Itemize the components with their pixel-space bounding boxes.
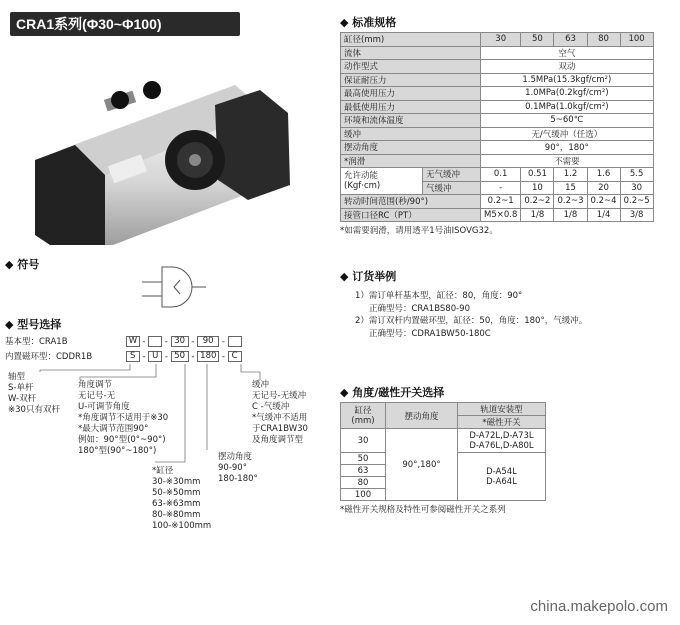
order-line: 正确型号：CRA1BS80-90 [369,303,470,314]
spec-row-value: 0.1MPa(1.0kgf/cm²) [481,100,654,114]
spec-header-cell: 100 [620,33,653,47]
symbol-heading: ◆ 符号 [5,258,40,271]
spec-row-label: 最低使用压力 [341,100,481,114]
switch-models-b: D-A54L D-A64L [458,453,546,501]
time-value: 0.2~1 [481,195,521,209]
code-box: 50 [171,351,189,362]
angle-heading: ◆ 角度/磁性开关选择 [340,386,445,399]
bore-cell: 30 [341,429,386,453]
time-value: 0.2~2 [521,195,554,209]
port-value: M5×0.8 [481,208,521,222]
model-cushion-legend: 缓冲 无记号-无缓冲 C -气缓冲 *气缓冲不适用 于CRA1BW30 及角度调节型 [252,380,308,445]
model-row-magnet: 内置磁环型：CDDR1B S - U - 50 - 180 - C [5,351,335,366]
spec-header-cell: 30 [481,33,521,47]
watermark-text: china.makepolo.com [530,598,668,615]
spec-row-label: 缓冲 [341,127,481,141]
model-adjust-legend: 角度调节 无记号-无 U-可调节角度 *角度调节不适用于※30 *最大调节范围90° 例如：90°型(0°~90°) 180°型(90°~180°) [78,380,169,456]
energy-value: 20 [587,181,620,195]
spec-row-label: 流体 [341,46,481,60]
port-value: 3/8 [620,208,653,222]
spec-row-label: 环境和流体温度 [341,114,481,128]
order-line: 1）需订单杆基本型，缸径：80，角度：90° [355,291,523,301]
order-line: 正确型号：CDRA1BW50-180C [369,328,491,339]
energy-value: 10 [521,181,554,195]
time-value: 0.2~3 [554,195,587,209]
bore-cell: 100 [341,489,386,501]
spec-row-value: 90°，180° [481,141,654,155]
bore-cell: 80 [341,477,386,489]
port-label: 接管口径RC（PT） [341,208,481,222]
spec-row-value: 无/气缓冲（任选） [481,127,654,141]
spec-row-value: 1.0MPa(0.2kgf/cm²) [481,87,654,101]
bore-cell: 50 [341,453,386,465]
port-value: 1/8 [554,208,587,222]
angle-col-rail: 轨道安装型 [458,403,546,416]
energy-sub-label: 无气缓冲 [423,168,481,182]
time-value: 0.2~4 [587,195,620,209]
energy-value: 1.6 [587,168,620,182]
spec-header-cell: 63 [554,33,587,47]
angle-col-swing: 摆动角度 [386,403,458,429]
port-value: 1/4 [587,208,620,222]
spec-row-label: 最高使用压力 [341,87,481,101]
spec-row-value: 空气 [481,46,654,60]
order-heading: ◆ 订货举例 [340,270,397,283]
spec-row-value: 1.5MPa(15.3kgf/cm²) [481,73,654,87]
model-row-basic: 基本型：CRA1B W - - 30 - 90 - [5,336,335,351]
order-line: 2）需订双杆内置磁环型，缸径：50，角度：180°，气缓冲。 [355,316,588,326]
energy-value: 0.1 [481,168,521,182]
model-heading: ◆ 型号选择 [5,318,62,331]
energy-value: 30 [620,181,653,195]
model-basic-label: 基本型：CRA1B [5,337,68,347]
code-box: W [126,336,140,347]
energy-value: - [481,181,521,195]
spec-row-value: 双动 [481,60,654,74]
bore-cell: 63 [341,465,386,477]
angle-note: *磁性开关规格及特性可参阅磁性开关之系列 [340,505,506,515]
spec-row-label: 保证耐压力 [341,73,481,87]
code-box: S [126,351,140,362]
switch-models-a: D-A72L,D-A73L D-A76L,D-A80L [458,429,546,453]
energy-value: 5.5 [620,168,653,182]
spec-row-value: 5~60℃ [481,114,654,128]
time-label: 转动时间范围(秒/90°) [341,195,481,209]
model-shaft-legend: 轴型 S-单杆 W-双杆 ※30只有双杆 [8,372,60,415]
code-box: 90 [197,336,219,347]
energy-value: 0.51 [521,168,554,182]
energy-value: 15 [554,181,587,195]
model-bore-legend: *缸径 30-※30mm 50-※50mm 63-※63mm 80-※80mm 100-※100mm [152,466,212,531]
port-value: 1/8 [521,208,554,222]
model-magnet-label: 内置磁环型：CDDR1B [5,352,93,362]
angle-col-bore: 缸径 (mm) [341,403,386,429]
series-title: CRA1系列(Φ30~Φ100) [10,12,240,36]
spec-header-cell: 80 [587,33,620,47]
angle-value: 90°,180° [386,429,458,501]
spec-row-label: 动作型式 [341,60,481,74]
spec-heading: ◆ 标准规格 [340,16,397,29]
code-box: 180 [197,351,219,362]
spec-header-cell: 50 [521,33,554,47]
time-value: 0.2~5 [620,195,653,209]
spec-row-value: 不需要 [481,154,654,168]
code-box: C [228,351,242,362]
angle-col-switch: *磁性开关 [458,416,546,429]
energy-value: 1.2 [554,168,587,182]
energy-sub-label: 气缓冲 [423,181,481,195]
code-box: 30 [171,336,189,347]
spec-header-label: 缸径(mm) [341,33,481,47]
spec-note: *如需要润滑，请用透平1号油ISOVG32。 [340,226,498,236]
model-swing-legend: 摆动角度 90-90° 180-180° [218,452,258,484]
energy-label: 允许动能 (Kgf·cm) [341,168,423,195]
spec-row-label: 摆动角度 [341,141,481,155]
spec-row-label: *润滑 [341,154,481,168]
code-box: U [148,351,162,362]
